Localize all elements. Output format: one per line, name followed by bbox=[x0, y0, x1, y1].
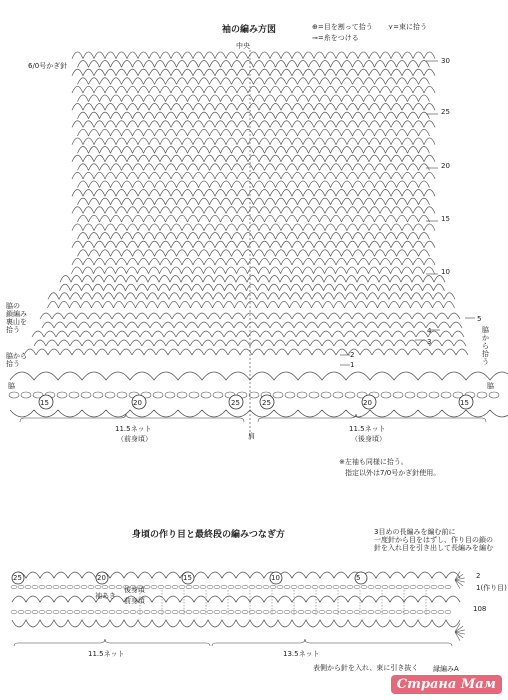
marker-row-2: 2 bbox=[476, 572, 481, 580]
foundation-chain-link bbox=[25, 585, 31, 589]
join-chain-link bbox=[186, 610, 192, 614]
lattice-row bbox=[78, 181, 430, 188]
body-chain-diagram bbox=[11, 571, 465, 640]
foundation-chain-link bbox=[270, 585, 276, 589]
attach-yarn-icon: ⊸ bbox=[312, 34, 318, 42]
base-chain-top bbox=[10, 372, 508, 380]
foundation-chain-link bbox=[256, 585, 262, 589]
bottom-note: 表側から針を入れ、束に引き抜く bbox=[313, 664, 419, 672]
base-chain-link bbox=[69, 392, 79, 398]
lattice-row bbox=[78, 112, 430, 119]
row1-num-25: 25 bbox=[13, 574, 22, 582]
foundation-chain-link bbox=[382, 585, 388, 589]
foundation-chain-link bbox=[165, 585, 171, 589]
legend-item-attach: ⊸=糸をつける bbox=[312, 34, 359, 42]
lattice-row bbox=[72, 258, 435, 265]
join-chain-link bbox=[207, 610, 213, 614]
row-marker-5: 5 bbox=[477, 315, 482, 323]
edge-fan-stitch bbox=[455, 632, 460, 641]
join-chain-link bbox=[74, 610, 80, 614]
join-chain-link bbox=[158, 610, 164, 614]
join-chain-link bbox=[46, 610, 52, 614]
foundation-chain-link bbox=[88, 585, 94, 589]
row-marker-1: 1 bbox=[350, 361, 355, 369]
join-chain-link bbox=[11, 610, 17, 614]
base-chain-link bbox=[249, 392, 259, 398]
join-chain-link bbox=[284, 610, 290, 614]
foundation-chain-link bbox=[326, 585, 332, 589]
foundation-chain-link bbox=[410, 585, 416, 589]
row1-num-15: 15 bbox=[183, 574, 192, 582]
foundation-chain-link bbox=[116, 585, 122, 589]
base-num-left-15: 15 bbox=[40, 399, 49, 407]
base-num-left-20: 20 bbox=[133, 399, 142, 407]
join-chain-link bbox=[39, 610, 45, 614]
join-chain-link bbox=[375, 610, 381, 614]
foundation-chain-link bbox=[431, 585, 437, 589]
foundation-chain-link bbox=[102, 585, 108, 589]
foundation-chain-link bbox=[81, 585, 87, 589]
foundation-chain-link bbox=[242, 585, 248, 589]
foundation-chain-link bbox=[291, 585, 297, 589]
hook-size-label: 6/0号かぎ針 bbox=[28, 62, 68, 70]
foundation-chain-link bbox=[368, 585, 374, 589]
base-num-left-25: 25 bbox=[231, 399, 240, 407]
foundation-chain-link bbox=[438, 585, 444, 589]
join-chain-link bbox=[305, 610, 311, 614]
edge-label: 縁編みA bbox=[433, 665, 459, 673]
back-part: （後身頃） bbox=[351, 435, 386, 443]
label-back-body: 後身頃 bbox=[124, 586, 145, 594]
base-chain-link bbox=[273, 392, 283, 398]
lattice-row bbox=[72, 190, 435, 197]
foundation-chain-link bbox=[403, 585, 409, 589]
join-chain-link bbox=[368, 610, 374, 614]
base-chain-link bbox=[441, 392, 451, 398]
base-chain-link bbox=[297, 392, 307, 398]
sleeve-base-chains bbox=[9, 372, 508, 417]
foundation-chain-link bbox=[172, 585, 178, 589]
lattice-row bbox=[78, 164, 430, 171]
foundation-chain-link bbox=[221, 585, 227, 589]
base-chain-link bbox=[117, 392, 127, 398]
join-chain-link bbox=[242, 610, 248, 614]
base-chain-link bbox=[477, 392, 487, 398]
row1-num-10: 10 bbox=[271, 574, 280, 582]
foundation-chain-link bbox=[235, 585, 241, 589]
row1-num-20: 20 bbox=[97, 574, 106, 582]
lattice-row bbox=[72, 86, 435, 93]
lattice-row bbox=[72, 69, 435, 76]
join-chain-link bbox=[144, 610, 150, 614]
back-count: 11.5ネット bbox=[349, 425, 386, 433]
foundation-chain-link bbox=[214, 585, 220, 589]
left-side-note: 脇から 拾う bbox=[6, 352, 27, 368]
join-chain-link bbox=[130, 610, 136, 614]
join-chain-link bbox=[396, 610, 402, 614]
base-chain-link bbox=[177, 392, 187, 398]
base-chain-link bbox=[345, 392, 355, 398]
lattice-row bbox=[78, 215, 430, 222]
split-stitch-icon: ⊕ bbox=[312, 23, 318, 31]
foundation-chain-link bbox=[193, 585, 199, 589]
row-marker-10: 10 bbox=[441, 268, 450, 276]
join-chain-link bbox=[298, 610, 304, 614]
join-chain-link bbox=[431, 610, 437, 614]
side-pick-label: 脇から拾う bbox=[482, 326, 489, 366]
base-chain-link bbox=[321, 392, 331, 398]
foundation-chain-link bbox=[319, 585, 325, 589]
foundation-chain-link bbox=[228, 585, 234, 589]
lattice-row bbox=[78, 147, 430, 154]
marker-row-1: 1(作り目) bbox=[476, 584, 507, 592]
foundation-chain-link bbox=[424, 585, 430, 589]
front-dimension-brace bbox=[20, 414, 244, 422]
top-right-note: 3目めの長編みを編む前に 一度針から目をはずし、作り目の鎖の 針を入れ目を引き出して長編みを編む bbox=[374, 528, 493, 552]
foundation-chain-link bbox=[389, 585, 395, 589]
foundation-chain-link bbox=[39, 585, 45, 589]
lattice-side-row bbox=[42, 322, 462, 328]
join-chain-link bbox=[151, 610, 157, 614]
base-num-right-20: 20 bbox=[363, 399, 372, 407]
base-chain-link bbox=[429, 392, 439, 398]
lattice-row bbox=[78, 78, 430, 85]
row-marker-2: 2 bbox=[350, 351, 355, 359]
body-row-bottom bbox=[12, 620, 460, 627]
body-row-top bbox=[12, 572, 460, 578]
foundation-chain-link bbox=[179, 585, 185, 589]
join-chain-link bbox=[102, 610, 108, 614]
foundation-chain-link bbox=[74, 585, 80, 589]
join-chain-link bbox=[256, 610, 262, 614]
row-marker-3: 3 bbox=[427, 338, 432, 346]
lattice-row bbox=[78, 233, 430, 240]
join-chain-link bbox=[417, 610, 423, 614]
foundation-chain-link bbox=[207, 585, 213, 589]
legend-item-split: ⊕=目を割って拾う bbox=[312, 23, 373, 31]
marker-row-108: 108 bbox=[473, 605, 487, 613]
foundation-chain-link bbox=[151, 585, 157, 589]
lattice-row bbox=[48, 301, 455, 308]
join-chain-link bbox=[312, 610, 318, 614]
join-chain-link bbox=[25, 610, 31, 614]
base-chain-link bbox=[201, 392, 211, 398]
lattice-row bbox=[72, 267, 435, 274]
foundation-chain-link bbox=[277, 585, 283, 589]
join-chain-link bbox=[319, 610, 325, 614]
base-chain-link bbox=[393, 392, 403, 398]
foundation-chain-link bbox=[200, 585, 206, 589]
join-chain-link bbox=[116, 610, 122, 614]
base-num-right-15: 15 bbox=[460, 399, 469, 407]
foundation-chain-link bbox=[347, 585, 353, 589]
lattice-row bbox=[60, 284, 445, 291]
foundation-chain-link bbox=[158, 585, 164, 589]
join-chain-link bbox=[165, 610, 171, 614]
join-chain-link bbox=[228, 610, 234, 614]
label-front-body: 前身頃 bbox=[124, 597, 145, 605]
join-chain-link bbox=[81, 610, 87, 614]
base-chain-link bbox=[165, 392, 175, 398]
base-chain-bottom bbox=[10, 410, 508, 417]
join-chain-link bbox=[270, 610, 276, 614]
row-marker-25: 25 bbox=[441, 108, 450, 116]
center-label: 中央 bbox=[236, 42, 250, 50]
label-sleeve-opening: 袖あき bbox=[95, 592, 116, 600]
foundation-chain-link bbox=[53, 585, 59, 589]
join-chain-link bbox=[438, 610, 444, 614]
foundation-chain-link bbox=[375, 585, 381, 589]
lattice-row bbox=[78, 198, 430, 205]
guide-lines bbox=[14, 50, 486, 646]
join-chain-link bbox=[424, 610, 430, 614]
join-chain-link bbox=[382, 610, 388, 614]
row1-num-5: 5 bbox=[356, 574, 361, 582]
lattice-row bbox=[72, 138, 435, 145]
base-chain-link bbox=[189, 392, 199, 398]
lower-right-count: 13.5ネット bbox=[283, 650, 320, 658]
lattice-row bbox=[48, 293, 455, 300]
lattice-row bbox=[78, 61, 430, 68]
lattice-row bbox=[72, 155, 435, 162]
join-chain-link bbox=[354, 610, 360, 614]
note-left-sleeve: ※左袖も同様に拾う。 bbox=[339, 458, 408, 466]
join-chain-link bbox=[347, 610, 353, 614]
foundation-chain-link bbox=[312, 585, 318, 589]
lattice-row bbox=[78, 129, 430, 136]
sleeve-title: 袖の編み方図 bbox=[222, 25, 277, 35]
join-chain-link bbox=[193, 610, 199, 614]
foundation-chain-link bbox=[60, 585, 66, 589]
lattice-row bbox=[72, 121, 435, 128]
foundation-chain-link bbox=[263, 585, 269, 589]
base-chain-link bbox=[405, 392, 415, 398]
join-chain-link bbox=[60, 610, 66, 614]
base-chain-link bbox=[57, 392, 67, 398]
foundation-chain-link bbox=[396, 585, 402, 589]
lattice-row bbox=[78, 250, 430, 257]
join-chain-link bbox=[410, 610, 416, 614]
right-underarm-mark: 脇 bbox=[487, 382, 494, 390]
lattice-row bbox=[72, 224, 435, 231]
row-marker-30: 30 bbox=[441, 57, 450, 65]
join-chain-link bbox=[214, 610, 220, 614]
front-part: （前身頃） bbox=[117, 435, 152, 443]
foundation-chain-link bbox=[333, 585, 339, 589]
left-underarm-mark: 脇 bbox=[8, 382, 15, 390]
join-chain-link bbox=[32, 610, 38, 614]
join-chain-link bbox=[361, 610, 367, 614]
front-count: 11.5ネット bbox=[115, 425, 152, 433]
lower-left-count: 11.5ネット bbox=[88, 650, 125, 658]
foundation-chain-link bbox=[305, 585, 311, 589]
base-chain-link bbox=[381, 392, 391, 398]
base-chain-link bbox=[309, 392, 319, 398]
join-chain-link bbox=[109, 610, 115, 614]
join-chain-link bbox=[123, 610, 129, 614]
foundation-chain-link bbox=[354, 585, 360, 589]
foundation-chain-link bbox=[445, 585, 451, 589]
join-chain-link bbox=[235, 610, 241, 614]
lattice-row bbox=[60, 276, 445, 283]
edge-fan-stitch bbox=[455, 580, 460, 589]
lattice-row bbox=[72, 207, 435, 214]
join-chain-link bbox=[53, 610, 59, 614]
join-chain-link bbox=[95, 610, 101, 614]
foundation-chain-link bbox=[109, 585, 115, 589]
row-marker-20: 20 bbox=[441, 162, 450, 170]
join-chain-link bbox=[200, 610, 206, 614]
row-marker-4: 4 bbox=[427, 327, 432, 335]
foundation-chain-link bbox=[417, 585, 423, 589]
base-chain-link bbox=[285, 392, 295, 398]
join-chain-link bbox=[389, 610, 395, 614]
join-chain-link bbox=[221, 610, 227, 614]
body-title: 身頃の作り目と最終段の編みつなぎ方 bbox=[132, 530, 285, 540]
foundation-chain-link bbox=[340, 585, 346, 589]
base-chain-link bbox=[489, 392, 499, 398]
foundation-chain-link bbox=[46, 585, 52, 589]
lattice-row bbox=[72, 52, 435, 59]
base-chain-link bbox=[417, 392, 427, 398]
join-chain-link bbox=[263, 610, 269, 614]
foundation-chain-link bbox=[95, 585, 101, 589]
join-chain-link bbox=[88, 610, 94, 614]
foundation-chain-link bbox=[249, 585, 255, 589]
base-chain-link bbox=[21, 392, 31, 398]
join-chain-link bbox=[445, 610, 451, 614]
foundation-chain-link bbox=[284, 585, 290, 589]
shoulder-label: 肩 bbox=[248, 432, 255, 440]
lower-left-brace bbox=[14, 639, 210, 646]
foundation-chain-link bbox=[186, 585, 192, 589]
join-chain-link bbox=[67, 610, 73, 614]
watermark: Страна Мам bbox=[391, 675, 502, 694]
base-chain-link bbox=[213, 392, 223, 398]
lattice-row bbox=[72, 172, 435, 179]
lattice-side-row bbox=[24, 349, 468, 355]
foundation-chain-link bbox=[11, 585, 17, 589]
base-chain-link bbox=[333, 392, 343, 398]
foundation-chain-link bbox=[32, 585, 38, 589]
lattice-row bbox=[72, 104, 435, 111]
base-num-right-25: 25 bbox=[262, 399, 271, 407]
join-chain-link bbox=[172, 610, 178, 614]
base-chain-link bbox=[105, 392, 115, 398]
base-chain-link bbox=[81, 392, 91, 398]
lattice-row bbox=[78, 95, 430, 102]
join-chain-link bbox=[326, 610, 332, 614]
left-chain-note: 脇の 鎖編み 裏山を 拾う bbox=[6, 302, 27, 334]
join-chain-link bbox=[18, 610, 24, 614]
join-chain-link bbox=[277, 610, 283, 614]
note-hook: 指定以外は7/0号かぎ針使用。 bbox=[345, 469, 441, 477]
base-chain-link bbox=[153, 392, 163, 398]
foundation-chain-link bbox=[361, 585, 367, 589]
bundle-pick-icon: ⋎ bbox=[388, 23, 394, 31]
body-row-mid bbox=[12, 596, 460, 602]
sleeve-lattice bbox=[24, 52, 468, 355]
lower-right-brace bbox=[212, 639, 452, 646]
foundation-chain-link bbox=[18, 585, 24, 589]
legend-item-bundle: ⋎=束に拾う bbox=[388, 23, 428, 31]
lattice-row bbox=[72, 241, 435, 248]
row-marker-15: 15 bbox=[441, 215, 450, 223]
foundation-chain-link bbox=[298, 585, 304, 589]
foundation-chain-link bbox=[67, 585, 73, 589]
lattice-side-row bbox=[32, 331, 464, 337]
base-chain-link bbox=[9, 392, 19, 398]
base-chain-link bbox=[93, 392, 103, 398]
join-chain-link bbox=[340, 610, 346, 614]
